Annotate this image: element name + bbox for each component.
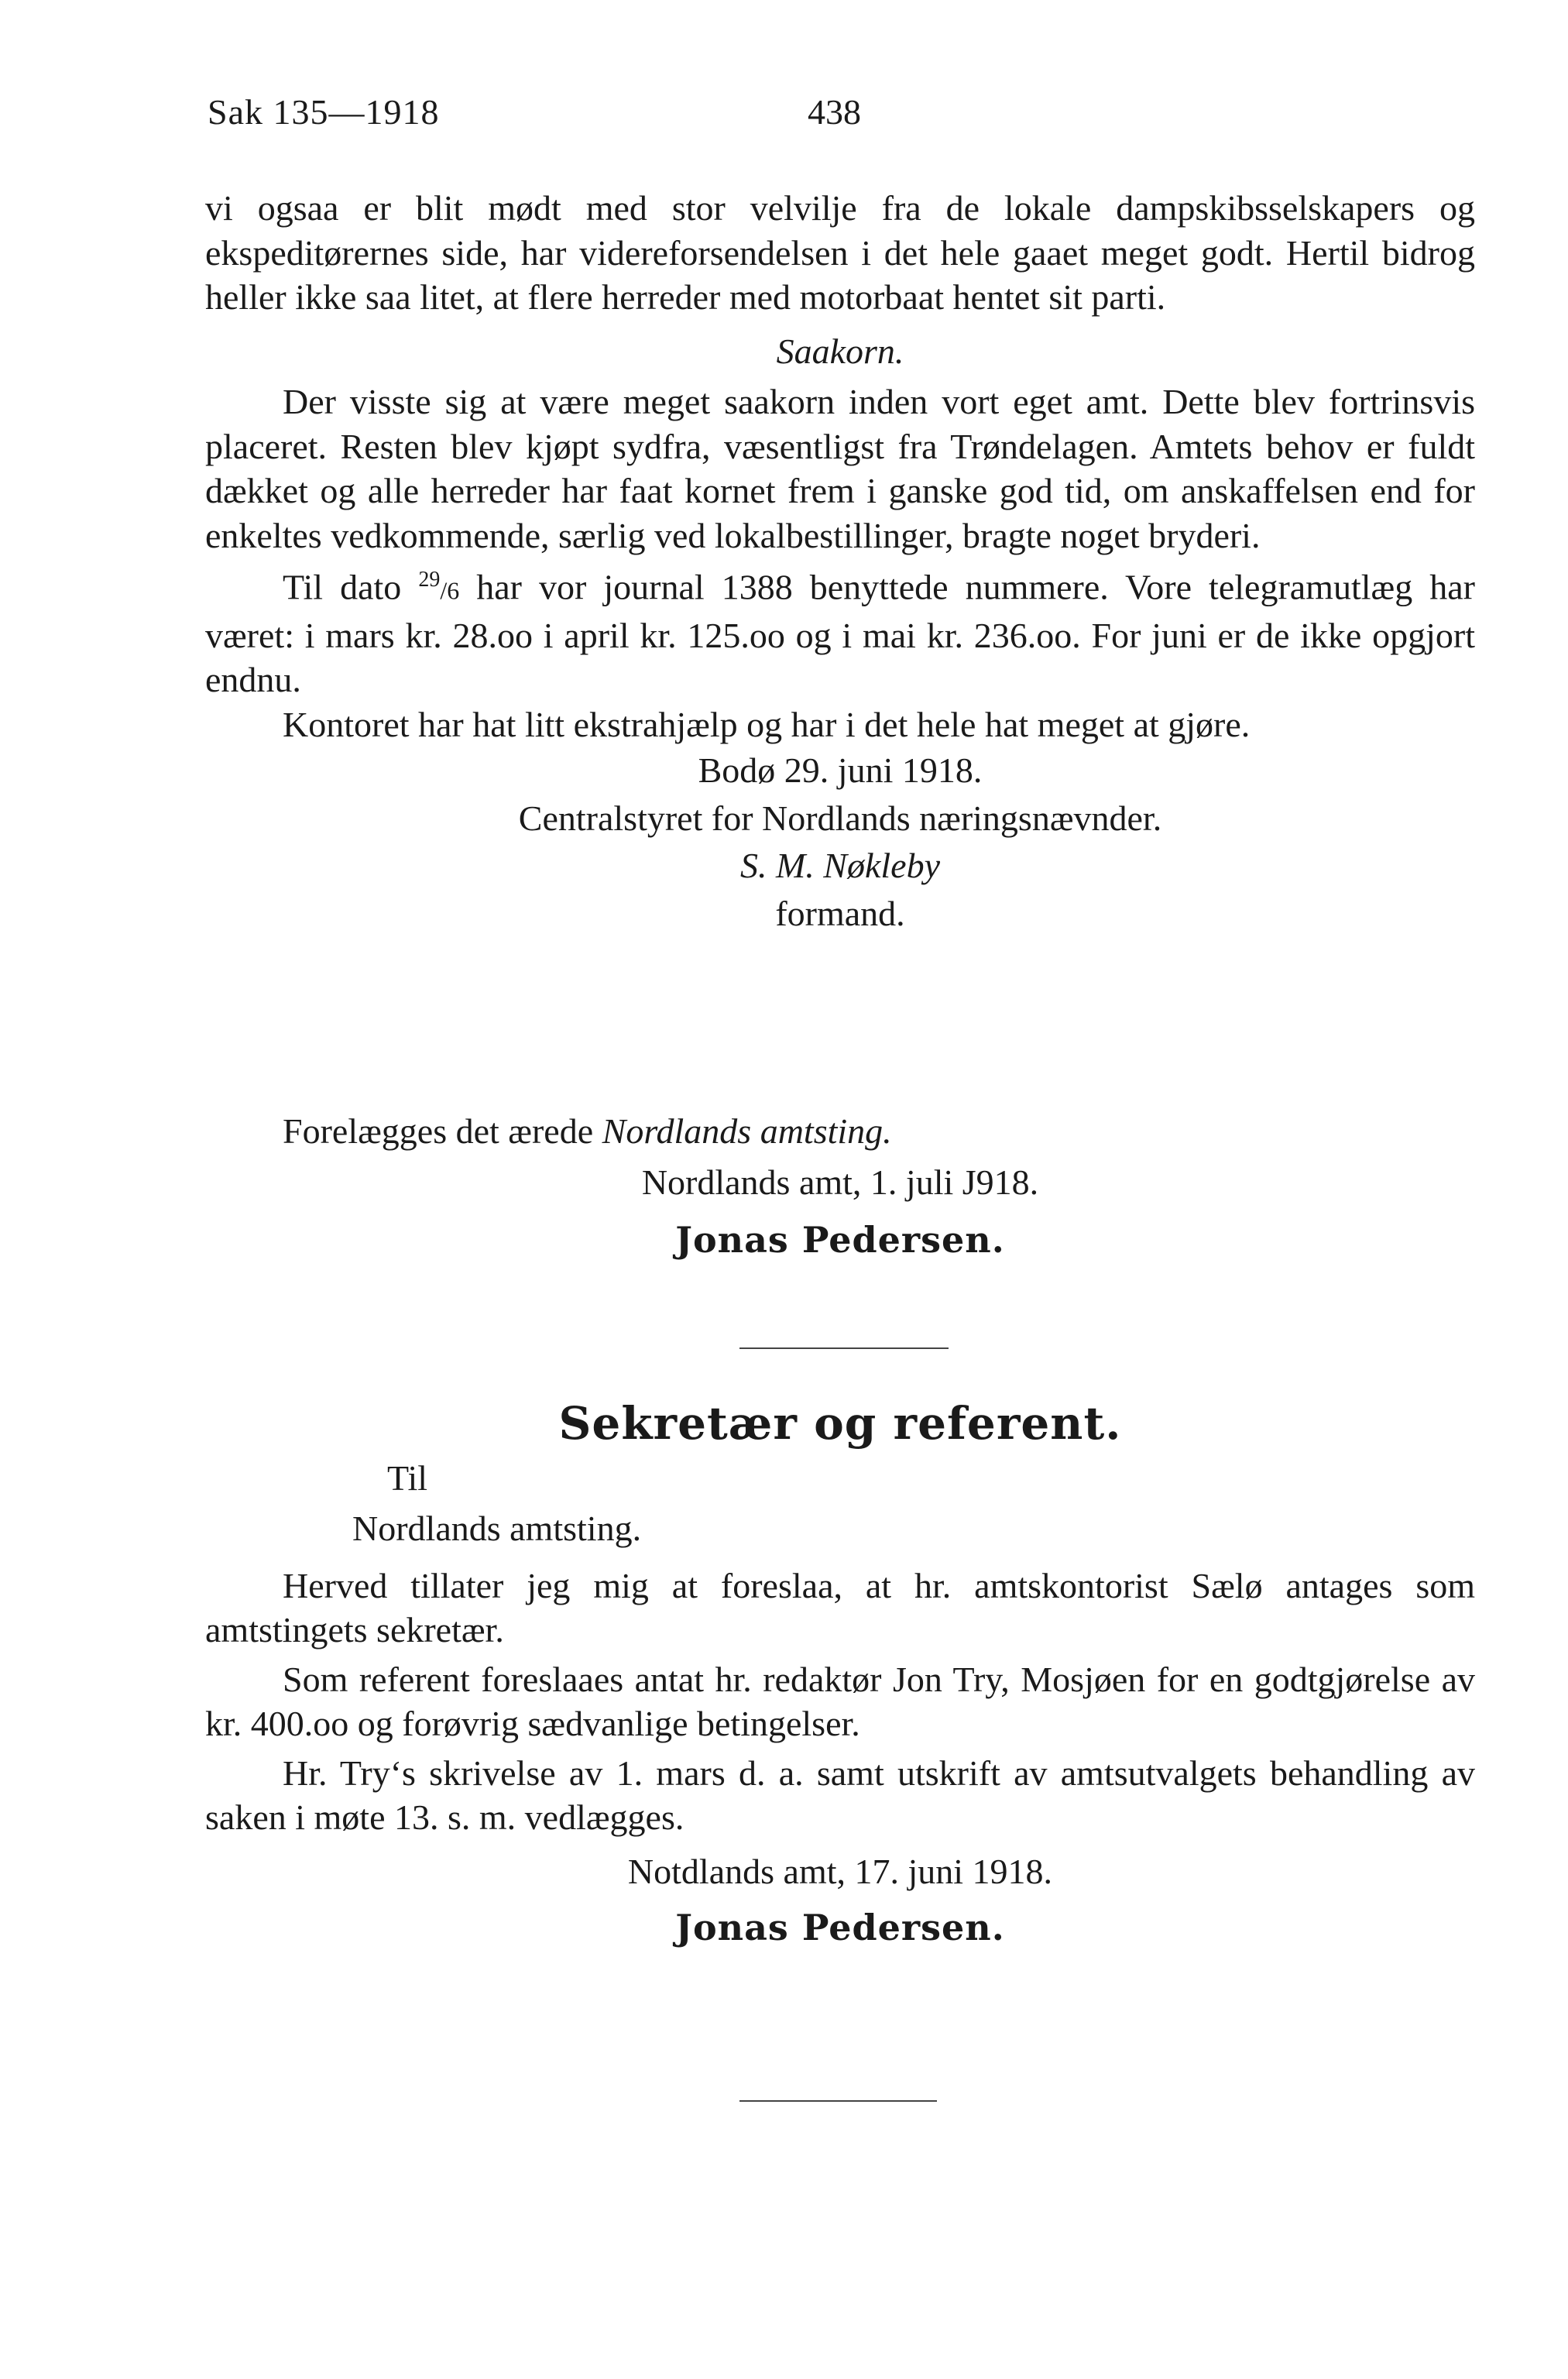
page-number: 438 — [808, 92, 861, 132]
report-section — [205, 186, 1475, 935]
subheading-saakorn: Saakorn. — [776, 331, 904, 371]
signature-name: Jonas Pedersen. — [675, 1219, 1005, 1261]
divider-rule — [0, 1347, 1568, 1349]
section-heading: Sekretær og referent. — [558, 1397, 1122, 1450]
place-date: Nordlands amt, 1. juli J918. — [641, 1162, 1039, 1202]
submission-text: Forelægges det ærede — [283, 1111, 602, 1151]
journal-text-pre: Til dato — [283, 567, 419, 607]
paragraph-office: Kontoret har hat litt ekstrahjælp og har i det hele hat meget at gjøre. — [283, 704, 1251, 744]
signature-name: S. M. Nøkleby — [739, 846, 941, 886]
paragraph-attachments: Hr. Try‘s skrivelse av 1. mars d. a. samt utskrift av amtsutvalgets behandling av saken i møte 13. s. m. vedlægges. — [205, 1752, 1475, 1837]
addressee-to: Til — [387, 1457, 428, 1498]
organization-name: Centralstyret for Nordlands næringsnævnder. — [518, 798, 1162, 838]
submission-section — [205, 1109, 1475, 1263]
date-month: /6 — [440, 576, 460, 605]
journal-text-post: har vor journal 1388 benyttede nummere. Vore telegramutlæg har været: i mars kr. 28.oo i april kr. 125.oo og i mai kr. 236.oo. For juni er de ikke opgjort endnu. — [205, 567, 1475, 700]
signature-name: Jonas Pedersen. — [675, 1907, 1005, 1948]
case-reference: Sak 135—1918 — [208, 92, 440, 132]
place-date: Bodø 29. juni 1918. — [698, 750, 983, 791]
divider-rule-bottom — [0, 2100, 1568, 2102]
place-date: Notdlands amt, 17. juni 1918. — [627, 1851, 1053, 1891]
paragraph-journal — [205, 558, 1475, 702]
paragraph-saakorn: Der visste sig at være meget saakorn inden vort eget amt. Dette blev fortrinsvis placeret. Resten blev kjøpt sydfra, væsentligst fra Trøndelagen. Amtets behov er fuldt dækket og alle herreder har faat kornet frem i ganske god tid, om anskaffelsen end for enkeltes vedkommende, særlig ved lokalbestillinger, bragte noget bryderi. — [205, 382, 1475, 555]
addressee-name: Nordlands amtsting. — [352, 1509, 642, 1548]
secretary-section — [205, 1397, 1475, 1951]
date-day: 29 — [418, 568, 441, 592]
submission-recipient: Nordlands amtsting. — [602, 1111, 892, 1151]
paragraph-continuation: vi ogsaa er blit mødt med stor velvilje fra de lokale dampskibsselskapers og ekspeditørernes side, har videreforsendelsen i det hele gaaet meget godt. Hertil bidrog heller ikke saa litet, at flere herreder med motorbaat hentet sit parti. — [205, 188, 1475, 317]
submission-line — [205, 1109, 1475, 1154]
signature-title: formand. — [775, 893, 905, 933]
paragraph-proposal: Herved tillater jeg mig at foreslaa, at hr. amtskontorist Sælø antages som amtstingets sekretær. — [205, 1565, 1475, 1650]
paragraph-referent: Som referent foreslaaes antat hr. redaktør Jon Try, Mosjøen for en godtgjørelse av kr. 400.oo og forøvrig sædvanlige betingelser. — [205, 1659, 1475, 1743]
